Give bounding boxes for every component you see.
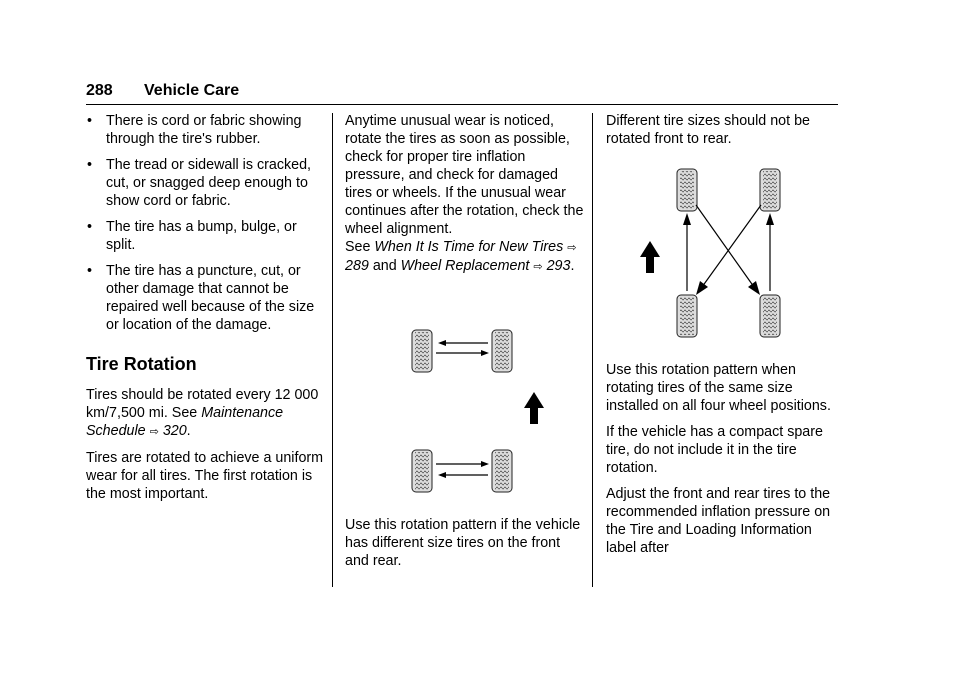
column-divider-1 [332, 113, 333, 587]
tire-icon [760, 169, 780, 211]
column-2 [345, 112, 585, 284]
column-3-lower [606, 361, 842, 565]
forward-direction-arrow-icon [640, 241, 660, 273]
list-item: • There is cord or fabric showing through the tire's rubber. [87, 113, 302, 147]
wheel-replacement-link[interactable]: Wheel Replacement [400, 258, 530, 274]
tire-icon [412, 330, 432, 372]
first-rotation-paragraph: Tires are rotated to achieve a uniform wear for all tires. The first rotation is the most important. [86, 450, 324, 502]
column-divider-2 [592, 113, 593, 587]
swap-arrow-icon [436, 461, 489, 478]
column-1 [86, 112, 324, 511]
inflation-paragraph: Adjust the front and rear tires to the recommended inflation pressure on the Tire and Loading Information label after [606, 486, 831, 556]
swap-arrow-icon [436, 340, 489, 356]
page-ref: 293 [546, 258, 571, 274]
column-3 [606, 112, 842, 156]
column-2-caption [345, 516, 585, 578]
page-header [86, 82, 838, 104]
list-item: • The tread or sidewall is cracked, cut, or snagged deep enough to show cord or fabric. [87, 157, 312, 209]
different-size-caption: Use this rotation pattern if the vehicle has different size tires on the front and rear. [345, 517, 581, 569]
page-ref: 289 [345, 258, 369, 274]
tire-icon [760, 295, 780, 337]
page-number: 288 [86, 82, 113, 99]
compact-spare-paragraph: If the vehicle has a compact spare tire, do not include it in the tire rotation. [606, 424, 823, 476]
list-item: • The tire has a bump, bulge, or split. [87, 219, 297, 253]
tire-icon [412, 450, 432, 492]
rear-to-front-arrow-icon [683, 213, 691, 291]
tire-icon [492, 450, 512, 492]
section-title: Vehicle Care [144, 82, 240, 99]
tire-icon [677, 295, 697, 337]
same-size-caption: Use this rotation pattern when rotating tires of the same size installed on all four wheel positions. [606, 362, 831, 414]
page-ref-arrow-icon: ⇨ [533, 260, 543, 273]
page-ref: 320 [162, 423, 187, 439]
list-item: • The tire has a puncture, cut, or other damage that cannot be repaired well because of the size or location of the damage. [87, 263, 315, 333]
tire-rotation-heading: Tire Rotation [86, 354, 197, 374]
rotation-diagram-different-size [400, 322, 560, 496]
different-size-warning: Different tire sizes should not be rotated front to rear. [606, 113, 810, 147]
rotation-interval-paragraph: Tires should be rotated every 12 000 km/7,500 mi. See Maintenance Schedule ⇨ 320. [86, 387, 319, 439]
forward-direction-arrow-icon [524, 392, 544, 424]
rear-to-front-arrow-icon [766, 213, 774, 291]
new-tires-link[interactable]: When It Is Time for New Tires [374, 239, 564, 255]
maintenance-schedule-link[interactable]: Maintenance Schedule [86, 405, 284, 439]
tire-icon [677, 169, 697, 211]
rotation-diagram-same-size [640, 165, 790, 341]
header-rule [86, 104, 838, 105]
tire-icon [492, 330, 512, 372]
damage-bullet-list [86, 112, 324, 334]
unusual-wear-paragraph: Anytime unusual wear is noticed, rotate the tires as soon as possible, check for proper tire inflation pressure, and check for damaged tires or wheels. If the unusual wear continues after the rotation, check the wheel alignment. [345, 113, 584, 237]
page-ref-arrow-icon: ⇨ [567, 241, 577, 254]
page-ref-arrow-icon: ⇨ [149, 425, 159, 438]
see-also-paragraph: See When It Is Time for New Tires ⇨ 289 and Wheel Replacement ⇨ 293. [345, 239, 577, 274]
